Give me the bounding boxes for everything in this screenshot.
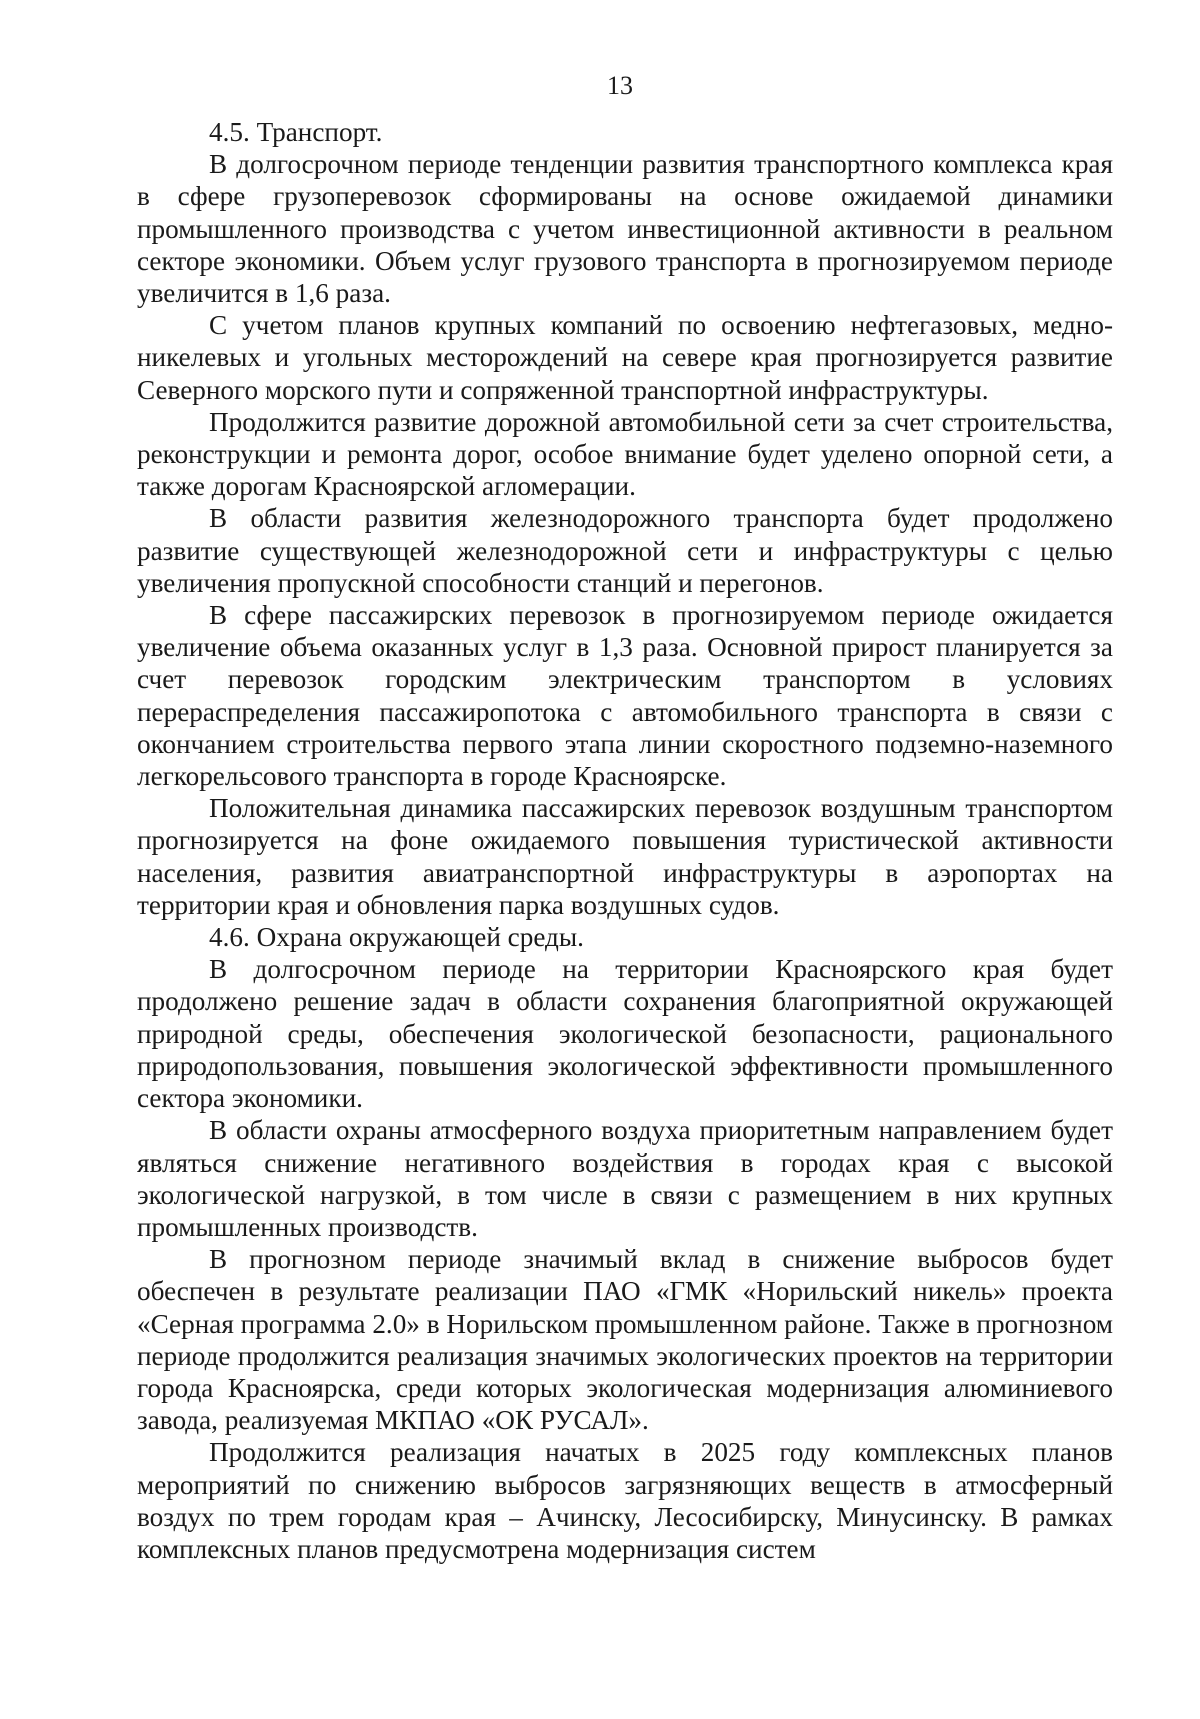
paragraph-air-protection: В области охраны атмосферного воздуха приоритетным направлением будет являться снижение негативного воздействия в городах края с высокой экологической нагрузкой, в том числе в связи с размещением в них крупных промышленных производств. — [137, 1115, 1113, 1242]
paragraph-air-transport: Положительная динамика пассажирских перевозок воздушным транспортом прогнозируется на фоне ожидаемого повышения туристической активности населения, развития авиатранспортной инфраструктуры в аэропортах на территории края и обновления парка воздушных судов. — [137, 793, 1113, 920]
paragraph-railway: В области развития железнодорожного транспорта будет продолжено развитие существующей железнодорожной сети и инфраструктуры с целью увеличения пропускной способности станций и перегонов. — [137, 503, 1113, 598]
paragraph-road-network: Продолжится развитие дорожной автомобильной сети за счет строительства, реконструкции и ремонта дорог, особое внимание будет уделено опорной сети, а также дорогам Красноярской агломерации. — [137, 406, 1113, 502]
document-body — [137, 116, 1113, 1565]
paragraph-freight: В долгосрочном периоде тенденции развития транспортного комплекса края в сфере грузоперевозок сформированы на основе ожидаемой динамики промышленного производства с учетом инвестиционной активности в реальном секторе экономики. Объем услуг грузового транспорта в прогнозируемом периоде увеличится в 1,6 раза. — [137, 149, 1113, 309]
paragraph-emission-reduction: В прогнозном периоде значимый вклад в снижение выбросов будет обеспечен в результате реализации ПАО «ГМК «Норильский никель» проекта «Серная программа 2.0» в Норильском промышленном районе. Также в прогнозном периоде продолжится реализация значимых экологических проектов на территории города Красноярска, среди которых экологическая модернизация алюминиевого завода, реализуемая МКПАО «ОК РУСАЛ». — [137, 1244, 1113, 1436]
section-heading-environment: 4.6. Охрана окружающей среды. — [209, 922, 584, 953]
page-number: 13 — [607, 71, 633, 100]
paragraph-complex-plans: Продолжится реализация начатых в 2025 году комплексных планов мероприятий по снижению выбросов загрязняющих веществ в атмосферный воздух по трем городам края – Ачинску, Лесосибирску, Минусинску. В рамках комплексных планов предусмотрена модернизация систем — [137, 1437, 1113, 1564]
section-heading-transport: 4.5. Транспорт. — [209, 117, 383, 147]
paragraph-passenger-transport: В сфере пассажирских перевозок в прогнозируемом периоде ожидается увеличение объема оказанных услуг в 1,3 раза. Основной прирост планируется за счет перевозок городским электрическим транспортом в условиях перераспределения пассажиропотока с автомобильного транспорта в связи с окончанием строительства первого этапа линии скоростного подземно-наземного легкорельсового транспорта в городе Красноярске. — [137, 600, 1113, 792]
paragraph-northern-sea-route: С учетом планов крупных компаний по освоению нефтегазовых, медно-никелевых и угольных месторождений на севере края прогнозируется развитие Северного морского пути и сопряженной транспортной инфраструктуры. — [137, 310, 1113, 405]
paragraph-environment-goals: В долгосрочном периоде на территории Красноярского края будет продолжено решение задач в области сохранения благоприятной окружающей природной среды, обеспечения экологической безопасности, рационального природопользования, повышения экологической эффективности промышленного сектора экономики. — [137, 954, 1113, 1114]
